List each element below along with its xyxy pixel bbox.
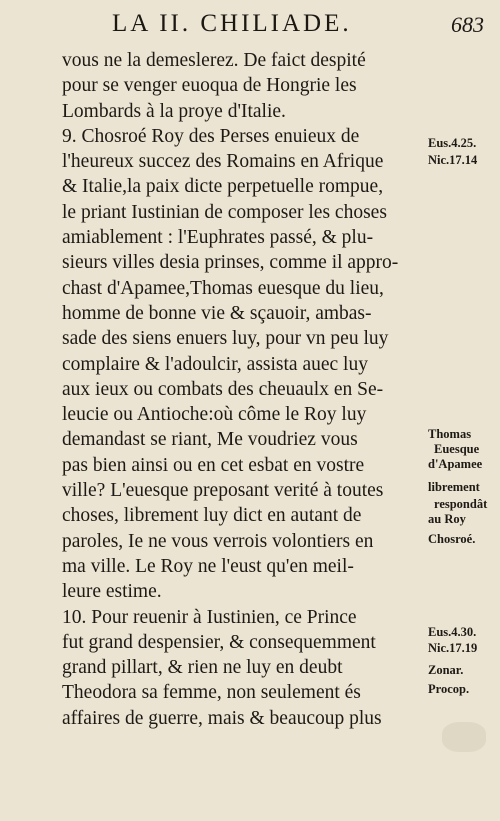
text-line: vous ne la demeslerez. De faict despité (62, 50, 366, 71)
text-line: fut grand despensier, & consequemment (62, 631, 376, 653)
text-line: 9. Chosroé Roy des Perses enuieux de (62, 125, 360, 147)
margin-note: d'Apamee (428, 457, 483, 471)
text-line: ma ville. Le Roy ne l'eust qu'en meil- (62, 555, 354, 577)
text-line: le priant Iustinian de composer les choses (62, 201, 387, 223)
text-line: pas bien ainsi ou en cet esbat en vostre (62, 454, 365, 476)
text-line: grand pillart, & rien ne luy en deubt (62, 657, 343, 679)
text-line: paroles, Ie ne vous verrois volontiers en (62, 530, 374, 552)
margin-note: Nic.17.14 (428, 153, 478, 167)
text-line: leure estime. (62, 581, 162, 603)
text-line: pour se venger euoqua de Hongrie les (62, 75, 357, 97)
text-line: ville? L'euesque preposant verité à toutes (62, 480, 384, 502)
text-line: sade des siens enuers luy, pour vn peu luy (62, 328, 389, 350)
text-line: demandast se riant, Me voudriez vous (62, 429, 358, 451)
text-line: complaire & l'adoulcir, assista auec luy (62, 353, 368, 375)
text-line: affaires de guerre, mais & beaucoup plus (62, 707, 382, 729)
text-line: sieurs villes desia prinses, comme il appro- (62, 252, 399, 274)
margin-note: Eus.4.25. (428, 136, 477, 150)
paper-stain (442, 722, 486, 752)
page-number: 683 (451, 12, 484, 37)
margin-note: Nic.17.19 (428, 641, 478, 655)
text-line: amiablement : l'Euphrates passé, & plu- (62, 227, 374, 249)
margin-note: au Roy (428, 512, 466, 526)
margin-note: Zonar. (428, 663, 464, 677)
margin-note: Chosroé. (428, 532, 476, 546)
margin-note: Eus.4.30. (428, 625, 477, 639)
margin-note: respondât (434, 497, 488, 511)
margin-note: Thomas (428, 427, 472, 441)
text-line: homme de bonne vie & sçauoir, ambas- (62, 302, 372, 324)
text-line: Theodora sa femme, non seulement és (62, 682, 361, 704)
margin-notes (428, 0, 500, 821)
text-line: aux ieux ou combats des cheuaulx en Se- (62, 378, 384, 400)
margin-note: librement (428, 480, 480, 494)
text-line: 10. Pour reuenir à Iustinien, ce Prince (62, 606, 357, 628)
main-text (62, 48, 424, 731)
margin-note: Procop. (428, 682, 470, 696)
text-line: l'heureux succez des Romains en Afrique (62, 151, 384, 173)
margin-note: Euesque (434, 442, 480, 456)
text-line: Lombards à la proye d'Italie. (62, 100, 286, 122)
text-line: choses, librement luy dict en autant de (62, 505, 362, 527)
text-line: chast d'Apamee,Thomas euesque du lieu, (62, 277, 384, 299)
text-line: leucie ou Antioche:où côme le Roy luy (62, 404, 367, 426)
text-line: & Italie,la paix dicte perpetuelle rompue, (62, 176, 384, 198)
running-title: LA II. CHILIADE. (112, 10, 352, 37)
